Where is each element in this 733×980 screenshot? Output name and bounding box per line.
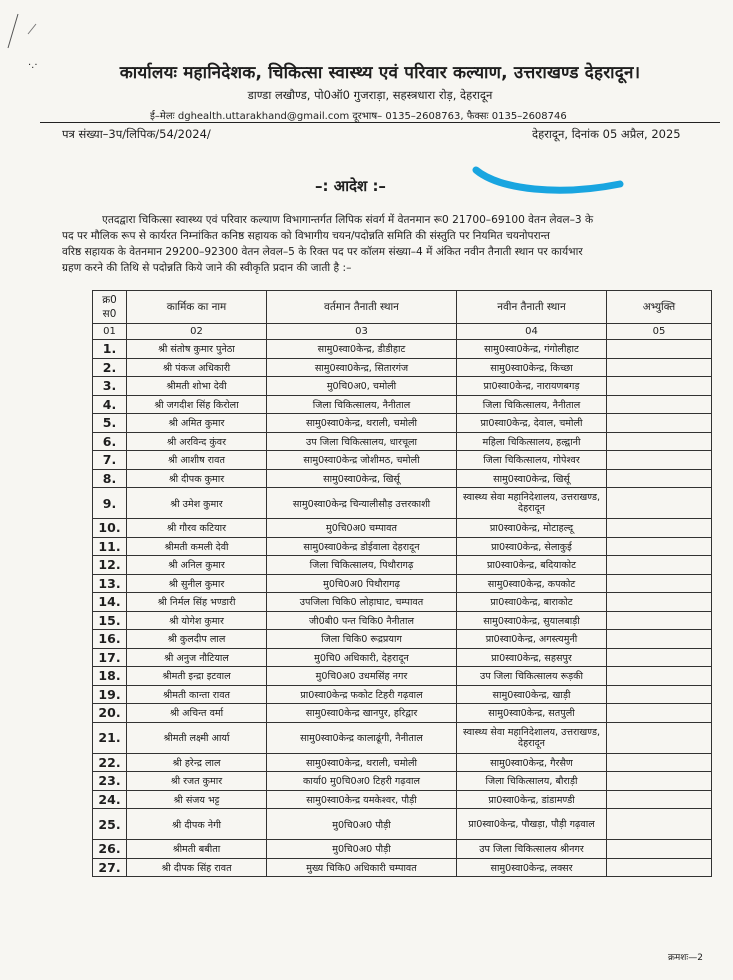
new-posting-cell: स्वास्थ्य सेवा महानिदेशालय, उत्तराखण्ड, देहरादून xyxy=(457,722,607,753)
serial-cell: 6. xyxy=(93,432,127,451)
continued-note: क्रमशः—2 xyxy=(668,953,703,963)
name-cell: श्रीमती इन्द्रा इटवाल xyxy=(127,667,267,686)
header-serial: क्र0 स0 xyxy=(93,291,127,324)
column-number: 01 xyxy=(93,324,127,340)
new-posting-cell: प्रा0स्वा0केन्द्र, सेलाकुई xyxy=(457,537,607,556)
promotion-table xyxy=(92,290,712,877)
new-posting-cell: महिला चिकित्सालय, हल्द्वानी xyxy=(457,432,607,451)
table-row xyxy=(93,432,712,451)
table-row xyxy=(93,667,712,686)
new-posting-cell: उप जिला चिकित्सालय रूड़की xyxy=(457,667,607,686)
current-posting-cell: सामु0स्वा0केन्द्र, सितारगंज xyxy=(267,358,457,377)
current-posting-cell: प्रा0स्वा0केन्द्र फकोट टिहरी गढ़वाल xyxy=(267,685,457,704)
table-row xyxy=(93,519,712,538)
remarks-cell xyxy=(607,722,712,753)
blue-pen-stroke xyxy=(470,160,630,200)
table-row xyxy=(93,611,712,630)
header-name: कार्मिक का नाम xyxy=(127,291,267,324)
header-current-posting: वर्तमान तैनाती स्थान xyxy=(267,291,457,324)
name-cell: श्री कुलदीप लाल xyxy=(127,630,267,649)
serial-cell: 7. xyxy=(93,451,127,470)
name-cell: श्रीमती कान्ता रावत xyxy=(127,685,267,704)
office-title: कार्यालयः महानिदेशक, चिकित्सा स्वास्थ्य एवं परिवार कल्याण, उत्तराखण्ड देहरादून। xyxy=(119,63,641,83)
serial-cell: 2. xyxy=(93,358,127,377)
serial-cell: 18. xyxy=(93,667,127,686)
name-cell: श्री जगदीश सिंह किरोला xyxy=(127,395,267,414)
current-posting-cell: सामु0स्वा0केन्द्र, थराली, चमोली xyxy=(267,414,457,433)
current-posting-cell: जिला चिकित्सालय, नैनीताल xyxy=(267,395,457,414)
serial-cell: 26. xyxy=(93,840,127,859)
name-cell: श्री संतोष कुमार पुनेठा xyxy=(127,340,267,359)
new-posting-cell: सामु0स्वा0केन्द्र, कपकोट xyxy=(457,574,607,593)
table-row xyxy=(93,840,712,859)
current-posting-cell: जिला चिकित्सालय, पिथौरागढ़ xyxy=(267,556,457,575)
new-posting-cell: स्वास्थ्य सेवा महानिदेशालय, उत्तराखण्ड, देहरादून xyxy=(457,488,607,519)
name-cell: श्रीमती शोभा देवी xyxy=(127,377,267,396)
serial-cell: 11. xyxy=(93,537,127,556)
order-body-line: ग्रहण करने की तिथि से पदोन्नति किये जाने की स्वीकृति प्रदान की जाती है :– xyxy=(62,262,352,274)
letter-date: देहरादून, दिनांक 05 अप्रैल, 2025 xyxy=(532,127,681,141)
table-row xyxy=(93,772,712,791)
name-cell: श्री दीपक कुमार xyxy=(127,469,267,488)
table-header-row xyxy=(93,291,712,324)
remarks-cell xyxy=(607,648,712,667)
name-cell: श्री उमेश कुमार xyxy=(127,488,267,519)
column-number: 02 xyxy=(127,324,267,340)
remarks-cell xyxy=(607,753,712,772)
current-posting-cell: सामु0स्वा0केन्द्र यमकेश्वर, पौड़ी xyxy=(267,790,457,809)
table-row xyxy=(93,685,712,704)
current-posting-cell: सामु0स्वा0केन्द्र चिन्यालीसौड़ उत्तरकाशी xyxy=(267,488,457,519)
current-posting-cell: सामु0स्वा0केन्द्र खानपुर, हरिद्वार xyxy=(267,704,457,723)
table-row xyxy=(93,358,712,377)
table-row xyxy=(93,630,712,649)
name-cell: श्री निर्मल सिंह भण्डारी xyxy=(127,593,267,612)
current-posting-cell: जी0बी0 पन्त चिकि0 नैनीताल xyxy=(267,611,457,630)
new-posting-cell: जिला चिकित्सालय, नैनीताल xyxy=(457,395,607,414)
table-row xyxy=(93,469,712,488)
name-cell: श्री सुनील कुमार xyxy=(127,574,267,593)
new-posting-cell: सामु0स्वा0केन्द्र, गंगोलीहाट xyxy=(457,340,607,359)
new-posting-cell: प्रा0स्वा0केन्द्र, मोटाहल्दू xyxy=(457,519,607,538)
new-posting-cell: जिला चिकित्सालय, गोपेश्वर xyxy=(457,451,607,470)
name-cell: श्री अचिन्त वर्मा xyxy=(127,704,267,723)
new-posting-cell: उप जिला चिकित्सालय श्रीनगर xyxy=(457,840,607,859)
remarks-cell xyxy=(607,809,712,840)
serial-cell: 25. xyxy=(93,809,127,840)
serial-cell: 5. xyxy=(93,414,127,433)
name-cell: श्रीमती कमली देवी xyxy=(127,537,267,556)
table-row xyxy=(93,340,712,359)
letter-number: पत्र संख्या–3प/लिपिक/54/2024/ xyxy=(62,127,211,141)
name-cell: श्री रजत कुमार xyxy=(127,772,267,791)
table-row xyxy=(93,377,712,396)
remarks-cell xyxy=(607,377,712,396)
order-title: –: आदेश :– xyxy=(315,177,386,195)
new-posting-cell: प्रा0स्वा0केन्द्र, बाराकोट xyxy=(457,593,607,612)
current-posting-cell: मु0चि0अ0 उधमसिंह नगर xyxy=(267,667,457,686)
serial-cell: 17. xyxy=(93,648,127,667)
serial-cell: 15. xyxy=(93,611,127,630)
name-cell: श्री आशीष रावत xyxy=(127,451,267,470)
serial-cell: 23. xyxy=(93,772,127,791)
order-body xyxy=(62,212,712,276)
remarks-cell xyxy=(607,574,712,593)
serial-cell: 1. xyxy=(93,340,127,359)
new-posting-cell: सामु0स्वा0केन्द्र, खाड़ी xyxy=(457,685,607,704)
serial-cell: 8. xyxy=(93,469,127,488)
current-posting-cell: मु0चि0अ0, चमोली xyxy=(267,377,457,396)
current-posting-cell: मु0चि0 अधिकारी, देहरादून xyxy=(267,648,457,667)
new-posting-cell: सामु0स्वा0केन्द्र, खिर्सू xyxy=(457,469,607,488)
serial-cell: 10. xyxy=(93,519,127,538)
new-posting-cell: प्रा0स्वा0केन्द्र, पौखड़ा, पौड़ी गढ़वाल xyxy=(457,809,607,840)
margin-marks: ·.· xyxy=(28,60,38,71)
header-remarks: अभ्युक्ति xyxy=(607,291,712,324)
table-row xyxy=(93,537,712,556)
serial-cell: 24. xyxy=(93,790,127,809)
table-row xyxy=(93,809,712,840)
serial-cell: 27. xyxy=(93,858,127,877)
current-posting-cell: मु0चि0अ0 पौड़ी xyxy=(267,809,457,840)
column-number: 03 xyxy=(267,324,457,340)
current-posting-cell: उपजिला चिकि0 लोहाघाट, चम्पावत xyxy=(267,593,457,612)
table-row xyxy=(93,451,712,470)
header-new-posting: नवीन तैनाती स्थान xyxy=(457,291,607,324)
name-cell: श्री दीपक सिंह रावत xyxy=(127,858,267,877)
name-cell: श्रीमती लक्ष्मी आर्या xyxy=(127,722,267,753)
serial-cell: 21. xyxy=(93,722,127,753)
remarks-cell xyxy=(607,414,712,433)
remarks-cell xyxy=(607,704,712,723)
remarks-cell xyxy=(607,469,712,488)
new-posting-cell: प्रा0स्वा0केन्द्र, देवाल, चमोली xyxy=(457,414,607,433)
serial-cell: 19. xyxy=(93,685,127,704)
order-body-line: वरिष्ठ सहायक के वेतनमान 29200–92300 वेतन लेवल–5 के रिक्त पद पर कॉलम संख्या–4 में अंकित नवीन तैनाती स्थान पर कार्यभार xyxy=(62,246,583,258)
current-posting-cell: सामु0स्वा0केन्द्र डोईवाला देहरादून xyxy=(267,537,457,556)
table-row xyxy=(93,722,712,753)
remarks-cell xyxy=(607,358,712,377)
current-posting-cell: जिला चिकि0 रूद्रप्रयाग xyxy=(267,630,457,649)
office-contact: ई–मेलः dghealth.uttarakhand@gmail.com दूरभाष– 0135–2608763, फैक्सः 0135–2608746 xyxy=(150,111,567,122)
order-body-line: एतदद्वारा चिकित्सा स्वास्थ्य एवं परिवार कल्याण विभागान्तर्गत लिपिक संवर्ग में वेतनमान रू0 21700–69100 वेतन लेवल–3 के xyxy=(102,214,594,226)
serial-cell: 4. xyxy=(93,395,127,414)
column-number-row xyxy=(93,324,712,340)
name-cell: श्री योगेश कुमार xyxy=(127,611,267,630)
remarks-cell xyxy=(607,488,712,519)
table-row xyxy=(93,395,712,414)
remarks-cell xyxy=(607,451,712,470)
order-body-line: पद पर मौलिक रूप से कार्यरत निम्नांकित कनिष्ठ सहायक को विभागीय चयन/पदोन्नति समिति की संस्तुति पर नियमित चयनोपरान्त xyxy=(62,230,550,242)
corner-scribble xyxy=(6,10,46,50)
current-posting-cell: उप जिला चिकित्सालय, धारचूला xyxy=(267,432,457,451)
table-row xyxy=(93,488,712,519)
table-row xyxy=(93,574,712,593)
serial-cell: 16. xyxy=(93,630,127,649)
current-posting-cell: सामु0स्वा0केन्द्र, खिर्सू xyxy=(267,469,457,488)
new-posting-cell: प्रा0स्वा0केन्द्र, अगस्त्यमुनी xyxy=(457,630,607,649)
new-posting-cell: जिला चिकित्सालय, बौराड़ी xyxy=(457,772,607,791)
serial-cell: 22. xyxy=(93,753,127,772)
remarks-cell xyxy=(607,537,712,556)
remarks-cell xyxy=(607,519,712,538)
remarks-cell xyxy=(607,611,712,630)
current-posting-cell: सामु0स्वा0केन्द्र, डीडीहाट xyxy=(267,340,457,359)
table-row xyxy=(93,414,712,433)
current-posting-cell: सामु0स्वा0केन्द्र कालाढूंगी, नैनीताल xyxy=(267,722,457,753)
remarks-cell xyxy=(607,772,712,791)
new-posting-cell: प्रा0स्वा0केन्द्र, बदियाकोट xyxy=(457,556,607,575)
name-cell: श्री अनुज नौटियाल xyxy=(127,648,267,667)
new-posting-cell: प्रा0स्वा0केन्द्र, नारायणबगड़ xyxy=(457,377,607,396)
current-posting-cell: मु0चि0अ0 पौड़ी xyxy=(267,840,457,859)
remarks-cell xyxy=(607,685,712,704)
table-row xyxy=(93,753,712,772)
name-cell: श्री हरेन्द्र लाल xyxy=(127,753,267,772)
header-divider xyxy=(40,122,720,123)
table-row xyxy=(93,704,712,723)
name-cell: श्री अरविन्द कुंवर xyxy=(127,432,267,451)
current-posting-cell: सामु0स्वा0केन्द्र, थराली, चमोली xyxy=(267,753,457,772)
serial-cell: 9. xyxy=(93,488,127,519)
table-row xyxy=(93,858,712,877)
remarks-cell xyxy=(607,340,712,359)
new-posting-cell: प्रा0स्वा0केन्द्र, सहसपुर xyxy=(457,648,607,667)
table-row xyxy=(93,593,712,612)
current-posting-cell: मु0चि0अ0 पिथौरागढ़ xyxy=(267,574,457,593)
remarks-cell xyxy=(607,790,712,809)
remarks-cell xyxy=(607,667,712,686)
new-posting-cell: सामु0स्वा0केन्द्र, गैरसैण xyxy=(457,753,607,772)
office-address: डाण्डा लखौण्ड, पो0ऑ0 गुजराड़ा, सहस्त्रधारा रोड़, देहरादून xyxy=(247,88,493,102)
new-posting-cell: सामु0स्वा0केन्द्र, लक्सर xyxy=(457,858,607,877)
serial-cell: 20. xyxy=(93,704,127,723)
remarks-cell xyxy=(607,395,712,414)
remarks-cell xyxy=(607,556,712,575)
new-posting-cell: प्रा0स्वा0केन्द्र, डांडामण्डी xyxy=(457,790,607,809)
current-posting-cell: मु0चि0अ0 चम्पावत xyxy=(267,519,457,538)
remarks-cell xyxy=(607,432,712,451)
name-cell: श्री अमित कुमार xyxy=(127,414,267,433)
name-cell: श्री दीपक नेगी xyxy=(127,809,267,840)
current-posting-cell: कार्या0 मु0चि0अ0 टिहरी गढ़वाल xyxy=(267,772,457,791)
new-posting-cell: सामु0स्वा0केन्द्र, सुयालबाड़ी xyxy=(457,611,607,630)
serial-cell: 12. xyxy=(93,556,127,575)
current-posting-cell: मुख्य चिकि0 अधिकारी चम्पावत xyxy=(267,858,457,877)
new-posting-cell: सामु0स्वा0केन्द्र, किच्छा xyxy=(457,358,607,377)
serial-cell: 14. xyxy=(93,593,127,612)
table-row xyxy=(93,648,712,667)
column-number: 05 xyxy=(607,324,712,340)
table-row xyxy=(93,790,712,809)
name-cell: श्री अनिल कुमार xyxy=(127,556,267,575)
name-cell: श्री गौरव कटियार xyxy=(127,519,267,538)
name-cell: श्री पंकज अधिकारी xyxy=(127,358,267,377)
name-cell: श्रीमती बबीता xyxy=(127,840,267,859)
column-number: 04 xyxy=(457,324,607,340)
remarks-cell xyxy=(607,593,712,612)
new-posting-cell: सामु0स्वा0केन्द्र, सतपुली xyxy=(457,704,607,723)
serial-cell: 3. xyxy=(93,377,127,396)
remarks-cell xyxy=(607,858,712,877)
remarks-cell xyxy=(607,840,712,859)
current-posting-cell: सामु0स्वा0केन्द्र जोशीमठ, चमोली xyxy=(267,451,457,470)
name-cell: श्री संजय भट्ट xyxy=(127,790,267,809)
remarks-cell xyxy=(607,630,712,649)
serial-cell: 13. xyxy=(93,574,127,593)
table-row xyxy=(93,556,712,575)
